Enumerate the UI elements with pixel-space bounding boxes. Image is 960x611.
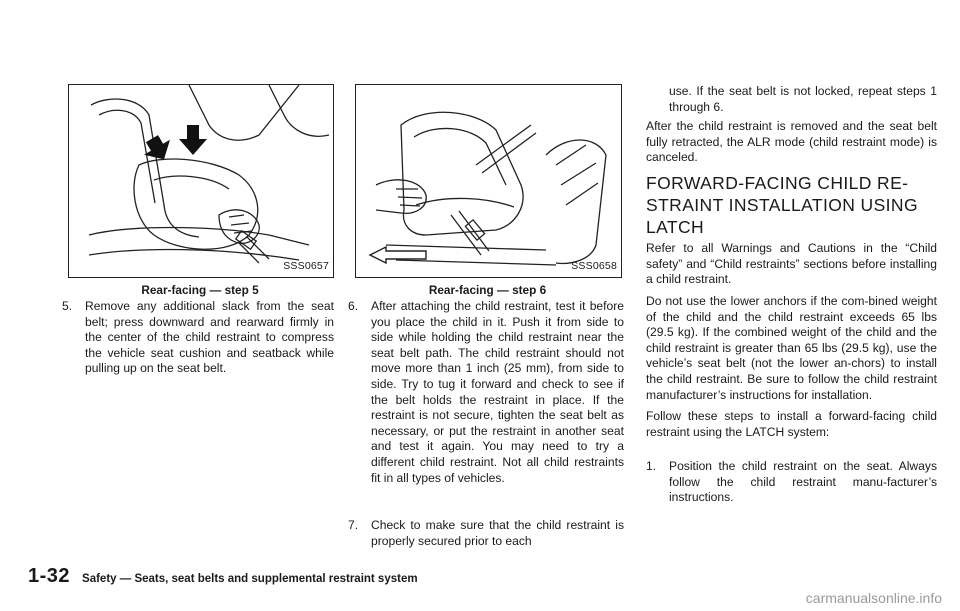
- illustration-step6: [356, 85, 621, 277]
- step-number: 6.: [348, 299, 359, 313]
- step-text: Check to make sure that the child restraint is properly secured prior to each: [371, 518, 624, 548]
- figure-caption: Rear-facing — step 6: [428, 283, 547, 297]
- figure-code: SSS0658: [571, 260, 617, 273]
- step-text: Position the child restraint on the seat. Always follow the child restraint manu-facturer’s instructions.: [669, 459, 937, 505]
- step-7-continued: use. If the seat belt is not locked, repeat steps 1 through 6.: [669, 84, 937, 114]
- paragraph-alr: After the child restraint is removed and the seat belt fully retracted, the ALR mode (child restraint mode) is canceled.: [646, 119, 937, 165]
- step-6: [348, 299, 624, 486]
- page-number: 1-32: [28, 565, 71, 587]
- step-7: [348, 518, 624, 549]
- paragraph-refer: Refer to all Warnings and Cautions in the “Child safety” and “Child restraints” sections before installing a child restraint.: [646, 241, 937, 287]
- illustration-step5: [69, 85, 333, 277]
- section-heading: FORWARD-FACING CHILD RE-STRAINT INSTALLATION USING LATCH: [646, 173, 918, 237]
- step-number: 5.: [62, 299, 73, 313]
- step-number: 7.: [348, 518, 359, 532]
- section-title: Safety — Seats, seat belts and supplemental restraint system: [82, 573, 418, 585]
- figure-rear-facing-step6: [355, 84, 622, 278]
- watermark: carmanualsonline.info: [805, 590, 942, 606]
- page-footer: [28, 565, 418, 588]
- step-5: [62, 299, 334, 377]
- figure-rear-facing-step5: [68, 84, 334, 278]
- paragraph-lower-anchors: Do not use the lower anchors if the com-bined weight of the child and the child restraint exceeds 65 lbs (29.5 kg). If the combined weight of the child and the child restraint is greater than 65 lbs (29.5 kg), use the vehicle’s seat belt (not the lower an-chors) to install the child restraint. Be sure to follow the child restraint manufacturer’s instructions for installation.: [646, 294, 937, 402]
- figure-caption: Rear-facing — step 5: [141, 283, 259, 297]
- step-number: 1.: [646, 459, 657, 473]
- step-text: After attaching the child restraint, test it before you place the child in it. Push it from side to side while holding the child restraint near the seat belt path. The child restraint should not move more than 1 inch (25 mm), from side to side. Try to tug it forward and check to see if the belt holds the restraint in place. If the restraint is not secure, tighten the seat belt as necessary, or put the restraint in another seat and test it again. You may need to try a different child restraint. Not all child restraints fit in all types of vehicles.: [371, 299, 624, 485]
- paragraph-follow-steps: Follow these steps to install a forward-facing child restraint using the LATCH system:: [646, 409, 937, 439]
- step-text: Remove any additional slack from the seat belt; press downward and rearward firmly in the center of the child restraint to compress the vehicle seat cushion and seatback while pulling up on the seat belt.: [85, 299, 334, 376]
- figure-code: SSS0657: [283, 260, 329, 273]
- step-1: [646, 459, 937, 506]
